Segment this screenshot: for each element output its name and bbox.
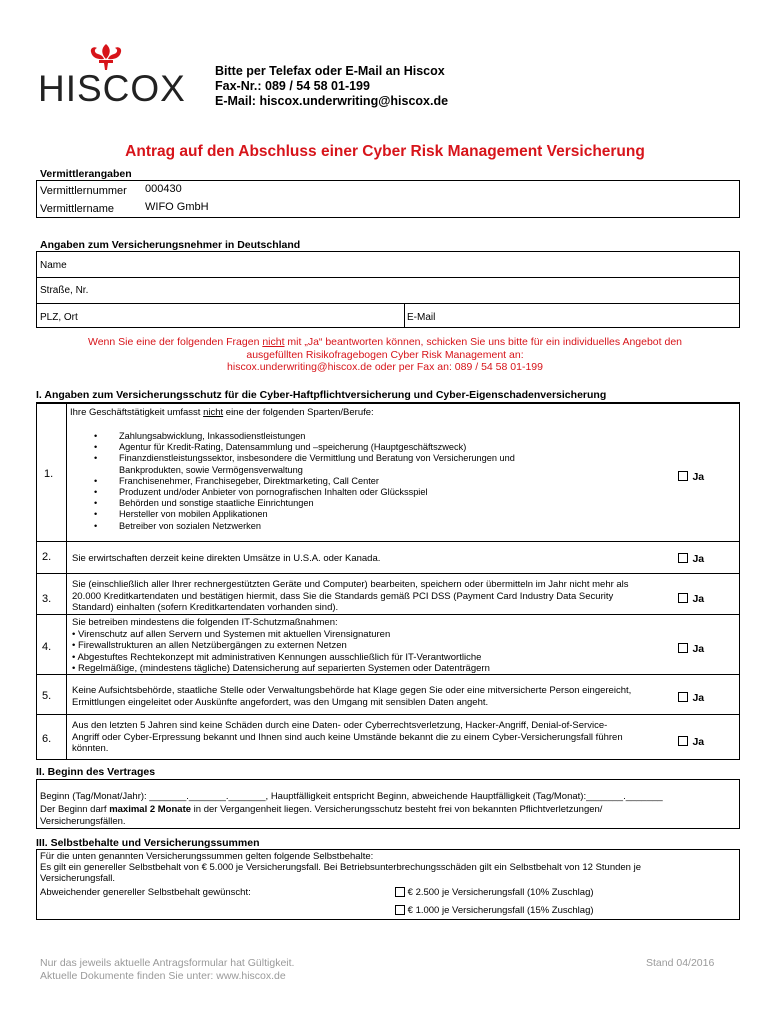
deviating-deductible-label: Abweichender genereller Selbstbehalt gewünscht: [40,887,251,898]
section2-heading: II. Beginn des Vertrages [36,766,156,778]
broker-number-value[interactable]: 000430 [145,183,182,195]
list-item: • Hersteller von mobilen Applikationen [94,509,574,520]
insured-box [36,251,740,328]
q3-text: Sie (einschließlich aller Ihrer rechnergestützten Geräte und Computer) bearbeiten, speichern oder übermitteln im Jahr nicht mehr als 20.000 Kreditkartendaten und bestätigen hiermit, dass Sie die Standards gemäß PCI DSS (Payment Card Industry Data Security Standard) einhalten (sofern Kreditkartendaten vorhanden sind). [72,579,629,613]
broker-name-label: Vermittlername [40,203,114,215]
q3-number: 3. [42,593,52,605]
notice-text: Wenn Sie eine der folgenden Fragen nicht mit „Ja“ beantworten können, schicken Sie uns bitte für ein individuelles Angebot den ausgefüllten Risikofragebogen Cyber Risk Management an: hiscox.underwriting@hiscox.de oder per Fax an: 089 / 54 58 01-199 [87,336,683,373]
q5-number: 5. [42,690,52,702]
insured-name-field[interactable]: Name [40,260,67,271]
q5-text: Keine Aufsichtsbehörde, staatliche Stelle oder Verwaltungsbehörde hat Klage gegen Sie oder eine mitversicherte Person eingereicht, Ermittlungen eingeleitet oder Auskünfte angefordert, was den Umgang mit sensiblen Daten angeht. [72,685,632,708]
contact-line-1: Bitte per Telefax oder E-Mail an Hiscox [215,64,445,78]
q3-ja-checkbox[interactable]: Ja [678,589,704,607]
q6-ja-checkbox[interactable]: Ja [678,732,704,750]
broker-name-value[interactable]: WIFO GmbH [145,201,209,213]
q6-text: Aus den letzten 5 Jahren sind keine Schäden durch eine Daten- oder Cyberrechtsverletzung, Hacker-Angriff, Denial-of-Service-Angriff oder Cyber-Erpressung bekannt und Ihnen sind auch keine Umstände bekannt die zu einem Cyber-Versicherungsfall führen könnten. [72,720,623,754]
section2-note-cont: Versicherungsfällen. [40,816,126,827]
broker-number-label: Vermittlernummer [40,185,127,197]
section3-line-2: Es gilt ein genereller Selbstbehalt von € 5.000 je Versicherungsfall. Bei Betriebsunterbrechungsschäden gilt ein Selbstbehalt von 12 Stunden je [40,862,642,873]
list-item: • Finanzdienstleistungssektor, insbesondere die Vermittlung und Beratung von Versicherungen und Bankprodukten, sowie Vermögensverwaltung [94,453,574,475]
contact-block [215,64,448,109]
q2-ja-checkbox[interactable]: Ja [678,549,704,567]
deductible-2500-checkbox[interactable]: € 2.500 je Versicherungsfall (10% Zuschlag) [395,887,594,899]
section3-line-1: Für die unten genannten Versicherungssummen gelten folgende Selbstbehalte: [40,851,374,862]
contract-start-field[interactable]: Beginn (Tag/Monat/Jahr): _______._______._______, Hauptfälligkeit entspricht Beginn, abweichende Hauptfälligkeit (Tag/Monat):_______._______ [40,791,663,802]
broker-box [36,180,740,218]
q4-text: Sie betreiben mindestens die folgenden IT-Schutzmaßnahmen: • Virenschutz auf allen Servern und Systemen mit aktuellen Virensignaturen • Firewallstrukturen an allen Netzübergängen zu externen Netzen • Abgestuftes Rechtekonzept mit administrativen Kennungen ausschließlich für IT-Verantwortliche • Regelmäßige, (mindestens tägliche) Datensicherung auf separierten Systemen oder Datenträgern [72,617,490,674]
q1-bullet-list [94,431,574,532]
q2-text: Sie erwirtschaften derzeit keine direkten Umsätze in U.S.A. oder Kanada. [72,553,381,564]
q6-number: 6. [42,733,52,745]
q4-ja-checkbox[interactable]: Ja [678,639,704,657]
list-item: • Franchisenehmer, Franchisegeber, Direktmarketing, Call Center [94,476,574,487]
page-title: Antrag auf den Abschluss einer Cyber Risk Management Versicherung [125,143,645,160]
list-item: • Betreiber von sozialen Netzwerken [94,521,574,532]
insured-email-field[interactable]: E-Mail [407,312,436,323]
list-item: • Agentur für Kredit-Rating, Datensammlung und –speicherung (Hauptgeschäftszweck) [94,442,574,453]
insured-heading: Angaben zum Versicherungsnehmer in Deutschland [40,239,301,251]
q1-number: 1. [44,468,54,480]
section1-heading: I. Angaben zum Versicherungsschutz für die Cyber-Haftpflichtversicherung und Cyber-Eigenschadenversicherung [36,389,607,401]
insured-street-field[interactable]: Straße, Nr. [40,285,89,296]
q1-ja-checkbox[interactable]: Ja [678,467,704,485]
hiscox-wordmark: HISCOX [38,68,186,109]
q2-number: 2. [42,551,52,563]
list-item: • Zahlungsabwicklung, Inkassodienstleistungen [94,431,574,442]
footer-stand: Stand 04/2016 [646,957,715,969]
section3-line-3: Versicherungsfall. [40,873,115,884]
contact-email: E-Mail: hiscox.underwriting@hiscox.de [215,94,449,108]
contact-fax: Fax-Nr.: 089 / 54 58 01-199 [215,79,370,93]
list-item: • Produzent und/oder Anbieter von pornografischen Inhalten oder Glücksspiel [94,487,574,498]
section2-note: Der Beginn darf maximal 2 Monate in der Vergangenheit liegen. Versicherungsschutz besteht frei von bekannten Pflichtverletzungen/ [40,804,603,815]
insured-city-field[interactable]: PLZ, Ort [40,312,78,323]
list-item: • Behörden und sonstige staatliche Einrichtungen [94,498,574,509]
q4-number: 4. [42,641,52,653]
deductible-1000-checkbox[interactable]: € 1.000 je Versicherungsfall (15% Zuschlag) [395,905,594,917]
section3-heading: III. Selbstbehalte und Versicherungssummen [36,837,260,849]
q5-ja-checkbox[interactable]: Ja [678,688,704,706]
broker-heading: Vermittlerangaben [40,168,132,180]
footer-note: Nur das jeweils aktuelle Antragsformular hat Gültigkeit. Aktuelle Dokumente finden Sie unter: www.hiscox.de [40,957,295,982]
q1-intro: Ihre Geschäftstätigkeit umfasst nicht eine der folgenden Sparten/Berufe: [70,407,374,418]
